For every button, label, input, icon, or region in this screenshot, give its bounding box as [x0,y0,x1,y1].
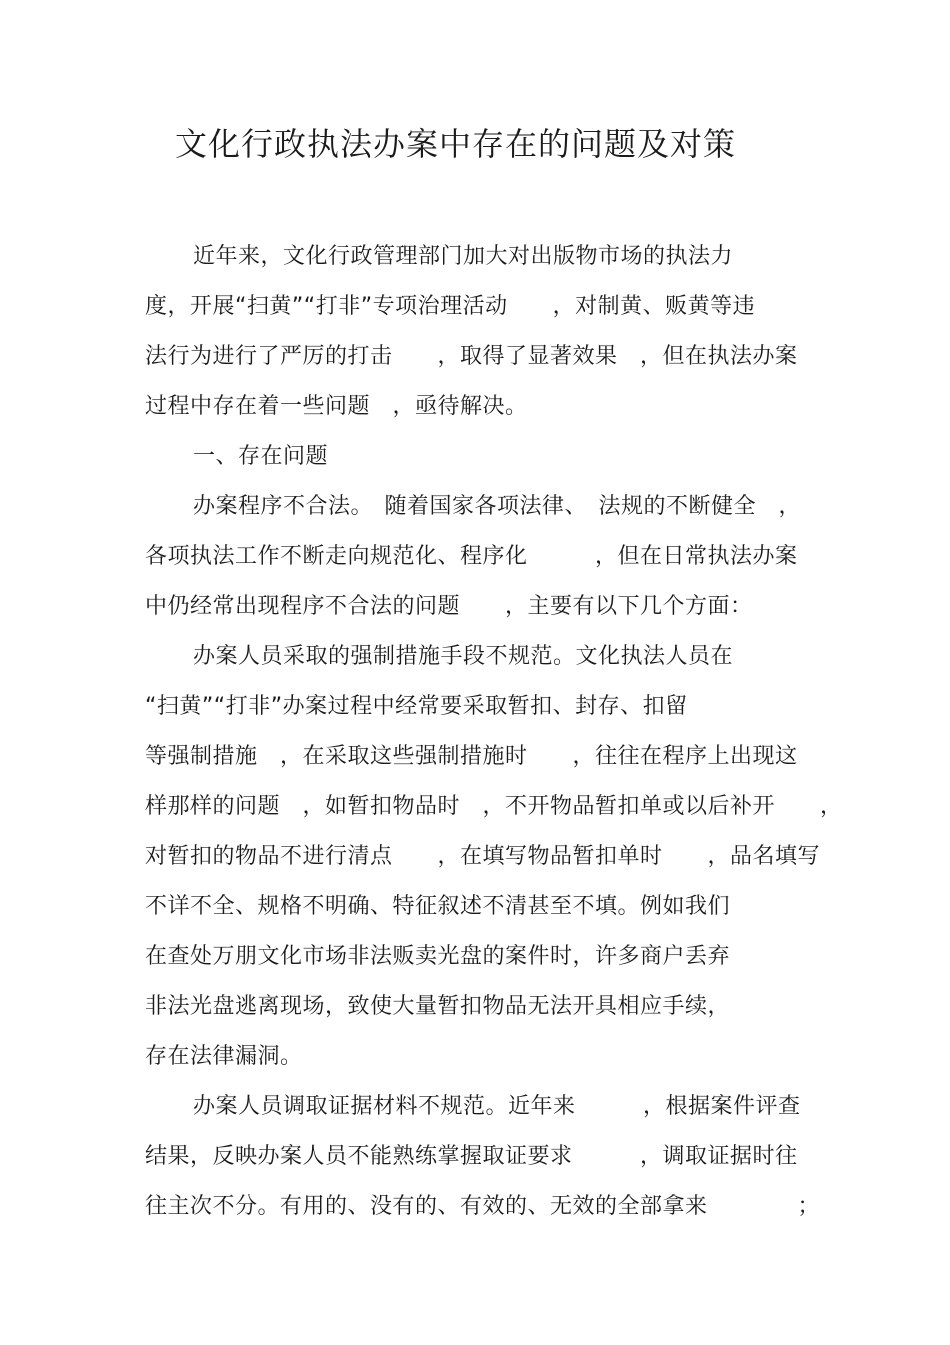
paragraph-line: 存在法律漏洞。 [145,1044,303,1069]
paragraph-line: 度，开展“扫黄”“打非”专项治理活动 ，对制黄、贩黄等违 [145,294,756,319]
paragraph-line: 不详不全、规格不明确、特征叙述不清甚至不填。例如我们 [145,894,731,919]
paragraph-line: 近年来，文化行政管理部门加大对出版物市场的执法力 [193,244,734,269]
paragraph-line: “扫黄”“打非”办案过程中经常要采取暂扣、封存、扣留 [145,694,688,719]
paragraph-line: 样那样的问题 ，如暂扣物品时 ，不开物品暂扣单或以后补开 ， [145,794,843,819]
paragraph-line: 中仍经常出现程序不合法的问题 ，主要有以下几个方面： [145,594,753,619]
paragraph-line: 法行为进行了严厉的打击 ，取得了显著效果 ，但在执法办案 [145,344,798,369]
document-title: 文化行政执法办案中存在的问题及对策 [175,125,737,163]
paragraph-line: 往主次不分。有用的、没有的、有效的、无效的全部拿来 ； [145,1194,821,1219]
paragraph-line: 等强制措施 ，在采取这些强制措施时 ，往往在程序上出现这 [145,744,798,769]
paragraph-line: 在查处万朋文化市场非法贩卖光盘的案件时，许多商户丢弃 [145,944,731,969]
paragraph-line: 结果，反映办案人员不能熟练掌握取证要求 ，调取证据时往 [145,1144,798,1169]
paragraph-line: 办案人员采取的强制措施手段不规范。文化执法人员在 [193,644,734,669]
paragraph-line: 过程中存在着一些问题 ，亟待解决。 [145,394,528,419]
paragraph-line: 非法光盘逃离现场，致使大量暂扣物品无法开具相应手续， [145,994,731,1019]
paragraph-line: 办案程序不合法。 随着国家各项法律、 法规的不断健全 ， [193,494,802,519]
paragraph-line: 对暂扣的物品不进行清点 ，在填写物品暂扣单时 ，品名填写 [145,844,821,869]
section-heading: 一、存在问题 [193,444,329,469]
paragraph-line: 各项执法工作不断走向规范化、程序化 ，但在日常执法办案 [145,544,798,569]
paragraph-line: 办案人员调取证据材料不规范。近年来 ，根据案件评查 [193,1094,801,1119]
